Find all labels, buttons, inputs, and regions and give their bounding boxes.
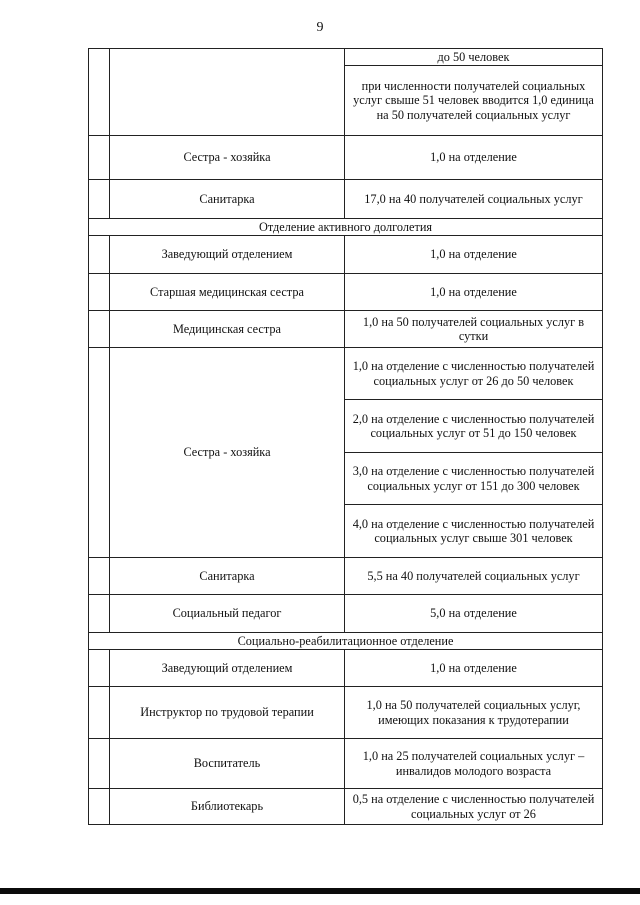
norm-cell: 1,0 на 25 получателей социальных услуг – инвалидов молодого возраста <box>345 739 603 789</box>
table-row <box>89 236 603 274</box>
table-row <box>89 650 603 687</box>
position-cell: Библиотекарь <box>110 789 345 825</box>
table-row <box>89 789 603 825</box>
position-cell: Медицинская сестра <box>110 311 345 348</box>
norm-cell: 1,0 на отделение <box>345 274 603 311</box>
row-number-cell <box>89 687 110 739</box>
row-number-cell <box>89 311 110 348</box>
table-row <box>89 687 603 739</box>
table-row <box>89 311 603 348</box>
position-cell: Социальный педагог <box>110 595 345 633</box>
row-number-cell <box>89 236 110 274</box>
table-row <box>89 49 603 66</box>
position-cell: Воспитатель <box>110 739 345 789</box>
section-row <box>89 219 603 236</box>
norm-cell: 5,5 на 40 получателей социальных услуг <box>345 558 603 595</box>
norm-cell: 1,0 на 50 получателей социальных услуг, имеющих показания к трудотерапии <box>345 687 603 739</box>
section-title: Социально-реабилитационное отделение <box>89 633 603 650</box>
norm-cell: 0,5 на отделение с численностью получателей социальных услуг от 26 <box>345 789 603 825</box>
norm-cell: 5,0 на отделение <box>345 595 603 633</box>
position-cell: Инструктор по трудовой терапии <box>110 687 345 739</box>
table-row <box>89 274 603 311</box>
section-title: Отделение активного долголетия <box>89 219 603 236</box>
table-row <box>89 136 603 180</box>
table-row <box>89 180 603 219</box>
table-row <box>89 348 603 400</box>
norm-cell: 3,0 на отделение с численностью получателей социальных услуг от 151 до 300 человек <box>345 453 603 505</box>
row-number-cell <box>89 49 110 136</box>
row-number-cell <box>89 739 110 789</box>
norm-cell: при численности получателей социальных услуг свыше 51 человек вводится 1,0 единица на 50 получателей социальных услуг <box>345 66 603 136</box>
norm-cell: 1,0 на отделение с численностью получателей социальных услуг от 26 до 50 человек <box>345 348 603 400</box>
row-number-cell <box>89 348 110 558</box>
norm-cell: 2,0 на отделение с численностью получателей социальных услуг от 51 до 150 человек <box>345 400 603 453</box>
position-cell <box>110 49 345 136</box>
staff-norms-table <box>88 48 603 825</box>
scan-edge-bar <box>0 888 640 894</box>
section-row <box>89 633 603 650</box>
norm-cell: 1,0 на отделение <box>345 236 603 274</box>
row-number-cell <box>89 595 110 633</box>
row-number-cell <box>89 789 110 825</box>
position-cell: Заведующий отделением <box>110 650 345 687</box>
position-cell: Санитарка <box>110 558 345 595</box>
position-cell: Заведующий отделением <box>110 236 345 274</box>
norm-cell: 17,0 на 40 получателей социальных услуг <box>345 180 603 219</box>
position-cell: Старшая медицинская сестра <box>110 274 345 311</box>
row-number-cell <box>89 136 110 180</box>
position-cell: Санитарка <box>110 180 345 219</box>
table-row <box>89 558 603 595</box>
norm-cell: 1,0 на отделение <box>345 650 603 687</box>
row-number-cell <box>89 558 110 595</box>
row-number-cell <box>89 180 110 219</box>
norm-cell: 1,0 на 50 получателей социальных услуг в сутки <box>345 311 603 348</box>
norm-cell: до 50 человек <box>345 49 603 66</box>
page-number: 9 <box>316 20 324 35</box>
norm-cell: 1,0 на отделение <box>345 136 603 180</box>
norm-cell: 4,0 на отделение с численностью получателей социальных услуг свыше 301 человек <box>345 505 603 558</box>
position-cell: Сестра - хозяйка <box>110 136 345 180</box>
table-row <box>89 739 603 789</box>
table-row <box>89 595 603 633</box>
position-cell: Сестра - хозяйка <box>110 348 345 558</box>
row-number-cell <box>89 650 110 687</box>
row-number-cell <box>89 274 110 311</box>
